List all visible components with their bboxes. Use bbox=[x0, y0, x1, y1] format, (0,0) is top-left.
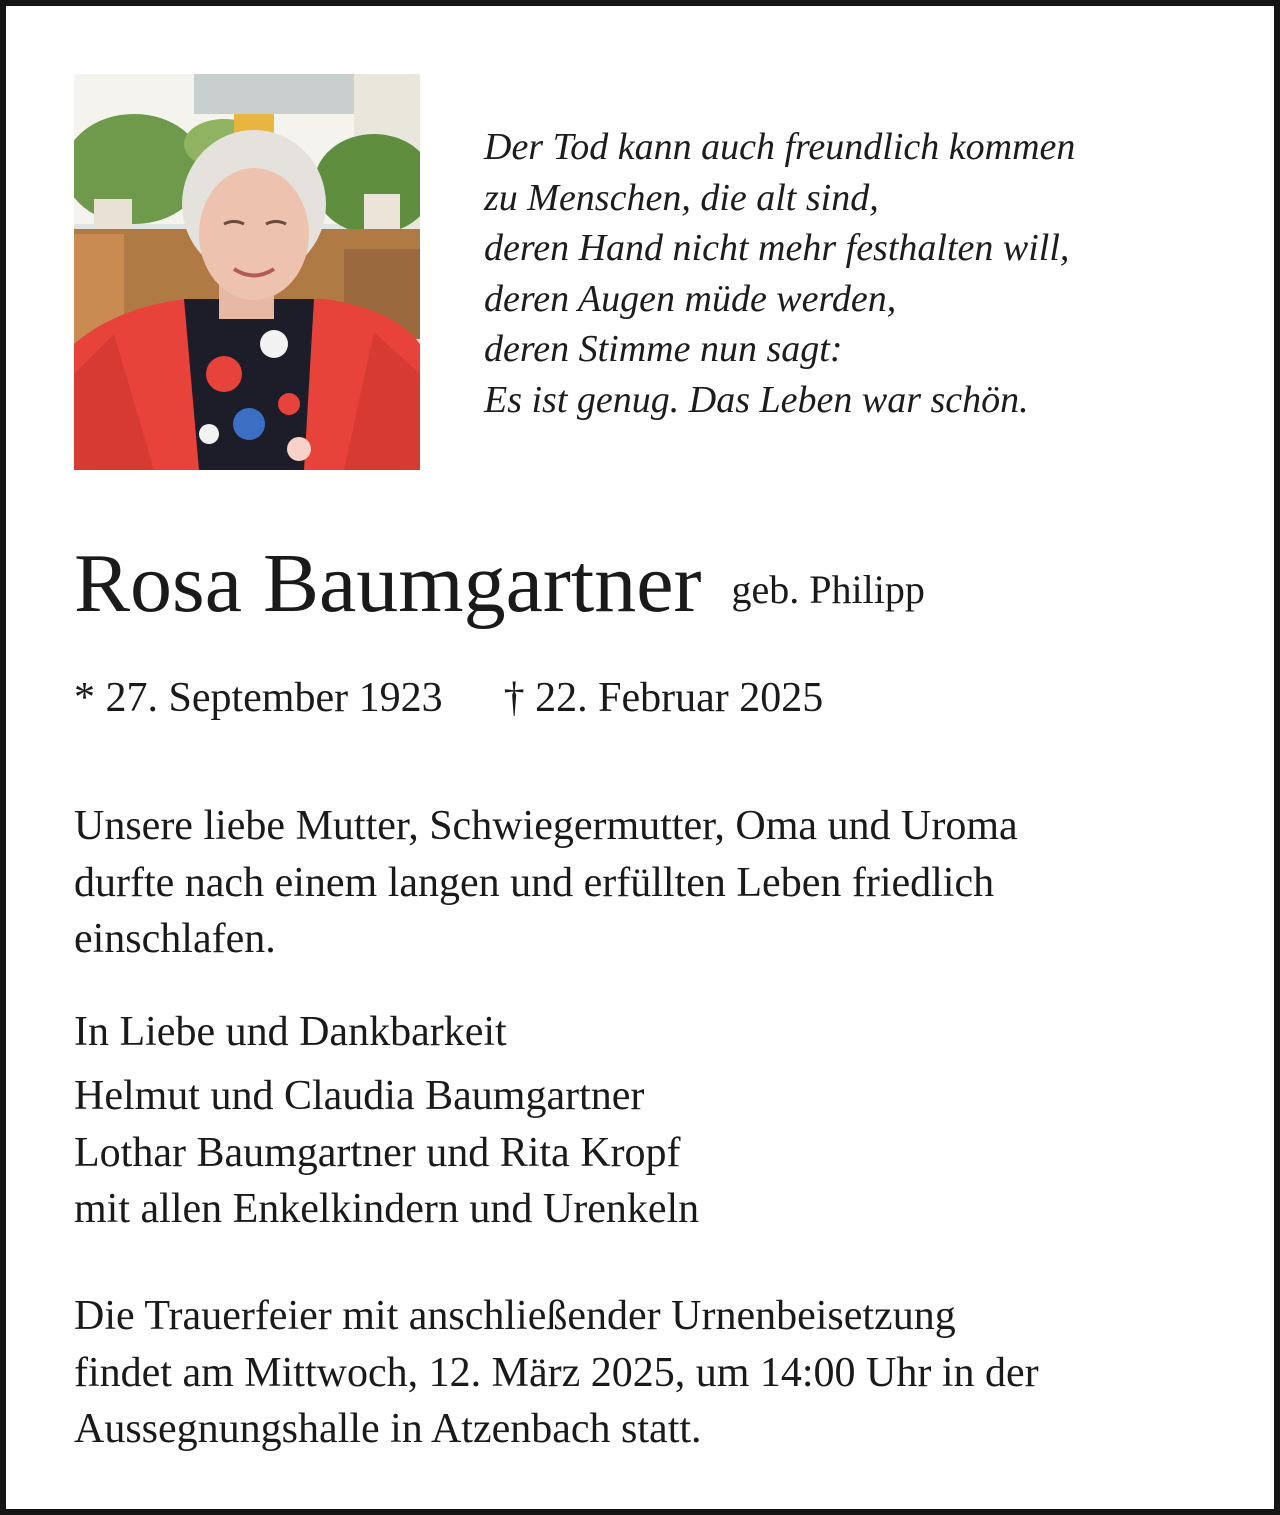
poem bbox=[484, 122, 1244, 425]
announcement-text bbox=[74, 798, 1224, 968]
farewell-text bbox=[74, 1004, 1224, 1061]
announcement-line: einschlafen. bbox=[74, 916, 276, 962]
poem-line: Es ist genug. Das Leben war schön. bbox=[484, 378, 1029, 421]
farewell-line: In Liebe und Dankbarkeit bbox=[74, 1009, 507, 1055]
poem-line: deren Augen müde werden, bbox=[484, 277, 897, 320]
service-line: Die Trauerfeier mit anschließender Urnenbeisetzung bbox=[74, 1293, 956, 1339]
portrait-photo bbox=[74, 74, 420, 470]
deceased-birth-name: geb. Philipp bbox=[731, 567, 925, 612]
poem-line: deren Hand nicht mehr festhalten will, bbox=[484, 227, 1070, 269]
service-line: findet am Mittwoch, 12. März 2025, um 14:00 Uhr in der bbox=[74, 1349, 1039, 1396]
birth-date: * 27. September 1923 bbox=[74, 675, 443, 721]
portrait-illustration bbox=[74, 74, 420, 470]
deceased-name: Rosa Baumgartner bbox=[74, 537, 702, 630]
death-date: † 22. Februar 2025 bbox=[503, 675, 824, 721]
life-dates bbox=[74, 672, 823, 724]
poem-line: Der Tod kann auch freundlich kommen bbox=[484, 126, 1076, 168]
poem-line: deren Stimme nun sagt: bbox=[484, 328, 843, 370]
mourners-list bbox=[74, 1068, 1224, 1238]
service-details bbox=[74, 1288, 1224, 1458]
poem-line: zu Menschen, die alt sind, bbox=[484, 176, 879, 219]
announcement-line: Unsere liebe Mutter, Schwiegermutter, Oma und Uroma bbox=[74, 803, 1018, 849]
mourner-line: Helmut und Claudia Baumgartner bbox=[74, 1073, 645, 1119]
mourner-line: mit allen Enkelkindern und Urenkeln bbox=[74, 1186, 700, 1232]
service-line: Aussegnungshalle in Atzenbach statt. bbox=[74, 1406, 702, 1452]
deceased-name-row bbox=[74, 534, 925, 634]
announcement-line: durfte nach einem langen und erfüllten Leben friedlich bbox=[74, 859, 995, 906]
mourner-line: Lothar Baumgartner und Rita Kropf bbox=[74, 1129, 681, 1176]
